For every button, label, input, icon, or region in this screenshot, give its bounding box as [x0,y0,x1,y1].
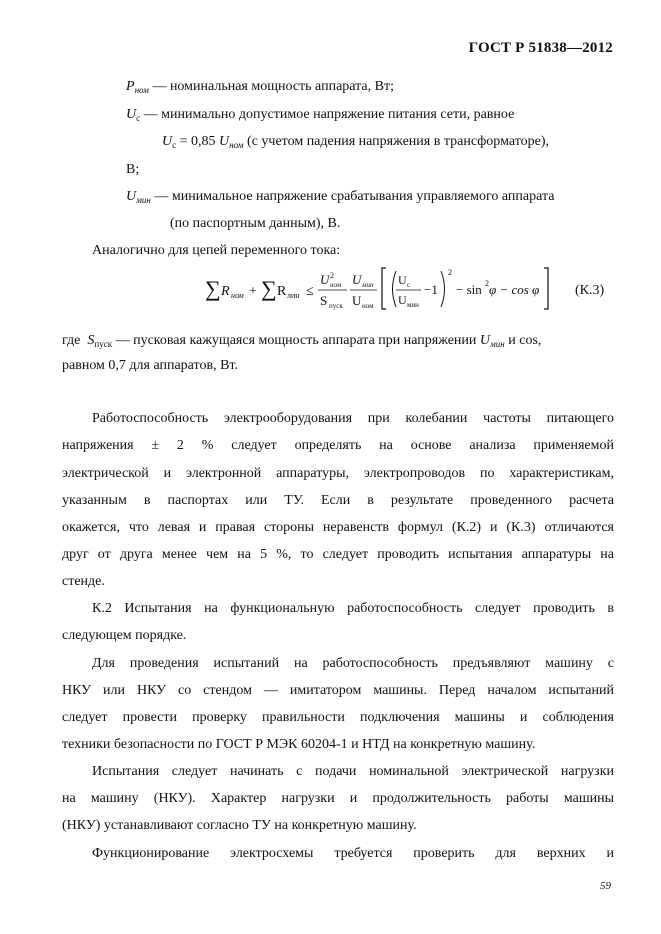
definition-p-nom: $P_{ном}$ — номинальная мощность аппарата, Вт; [126,79,394,95]
fraction1-denominator-sub: пуск [329,302,343,310]
fraction2-denominator: U [352,293,362,308]
definition-u-min: $U_{мин}$ — минимальное напряжение срабатывания управляемого аппарата [126,189,555,205]
formula-label: (К.3) [575,283,605,298]
r-nom-symbol: R [221,284,230,299]
r-nom-subscript: ном [231,291,244,300]
para1-line5: окажется, что левая и правая стороны неравенств формул (К.2) и (К.3) отличаются [62,520,614,535]
fraction2-denominator-sub: ном [362,302,374,310]
inner-numerator-sub: c [407,281,411,289]
r-lin-symbol: R [277,284,287,299]
inner-denominator-sub: мин [407,301,419,309]
r-lin-subscript: лин [287,291,300,300]
where-clause-line2: равном 0,7 для аппаратов, Вт. [62,358,238,373]
fraction1-denominator: S [320,293,328,308]
fraction1-numerator-sub: ном [330,281,342,289]
plus-sign: + [249,284,257,299]
para3-line1: Для проведения испытаний на работоспособность предъявляют машину с [92,656,614,671]
para5-line1: Функционирование электросхемы требуется проверить для верхних и [92,846,614,861]
left-paren [393,271,397,307]
definition-u-min-note: (по паспортным данным), В. [170,216,341,231]
para1-line3: электрической и электронной аппаратуры, электропроводов по характеристикам, [62,466,614,481]
minus-one: −1 [424,282,438,297]
para4-line1: Испытания следует начинать с подачи номинальной электрической нагрузки [92,764,614,779]
phi-cos-term: φ − cos φ [489,282,540,297]
para3-line4: техники безопасности по ГОСТ Р МЭК 60204-1 и НТД на конкретную машину. [62,737,536,752]
square-exponent: 2 [448,268,452,277]
inner-numerator: U [398,273,407,287]
fraction2-numerator-sub: мин [362,281,374,289]
right-paren [441,271,445,307]
para2-line1: К.2 Испытания на функциональную работоспособность следует проводить в [92,601,614,616]
definition-u-c: $U_c$ — минимально допустимое напряжение питания сети, равное [126,107,515,123]
left-square-bracket [382,268,386,309]
sin-term: − sin [456,282,482,297]
definition-unit: В; [126,162,140,177]
where-clause-line1: где $S_{пуск}$ — пусковая кажущаяся мощность аппарата при напряжении $U_{мин}$ и cos, [62,333,542,349]
para1-line4: указанным в паспортах или ТУ. Если в результате проведенного расчета [62,493,614,508]
para1-line6: друг от друга менее чем на 5 %, то следует проводить испытания аппаратуры на [62,547,614,562]
sin-term-sup: 2 [485,279,489,288]
para2-line2: следующем порядке. [62,628,187,643]
fraction1-numerator: U [320,272,330,287]
formula-k3 [205,262,615,312]
fraction1-numerator-sup: 2 [330,271,334,280]
para1-line1: Работоспособность электрооборудования при колебании частоты питающего [92,411,614,426]
document-code-header: ГОСТ Р 51838—2012 [468,40,613,56]
para1-line2: напряжения ± 2 % следует определять на основе анализа применяемой [62,438,614,453]
para1-line7: стенде. [62,574,105,589]
para4-line2: на машину (НКУ). Характер нагрузки и продолжительность работы машины [62,791,614,806]
para3-line2: НКУ или НКУ со стендом — имитатором машины. Перед началом испытаний [62,683,614,698]
inner-denominator: U [398,293,407,307]
definition-u-c-equation: $U_c = 0,85$ $U_{ном}$ (с учетом падения напряжения в трансформаторе), [162,134,550,150]
fraction2-numerator: U [352,272,362,287]
para4-line3: (НКУ) устанавливают согласно ТУ на конкретную машину. [62,818,417,833]
le-sign: ≤ [306,284,314,299]
sum-sign-1: ∑ [205,276,221,301]
para3-line3: следует провести проверку правильности подключения машины и соблюдения [62,710,614,725]
right-square-bracket [544,268,548,309]
sum-sign-2: ∑ [261,276,277,301]
page-number: 59 [600,880,611,892]
ac-intro-line: Аналогично для цепей переменного тока: [92,243,341,258]
